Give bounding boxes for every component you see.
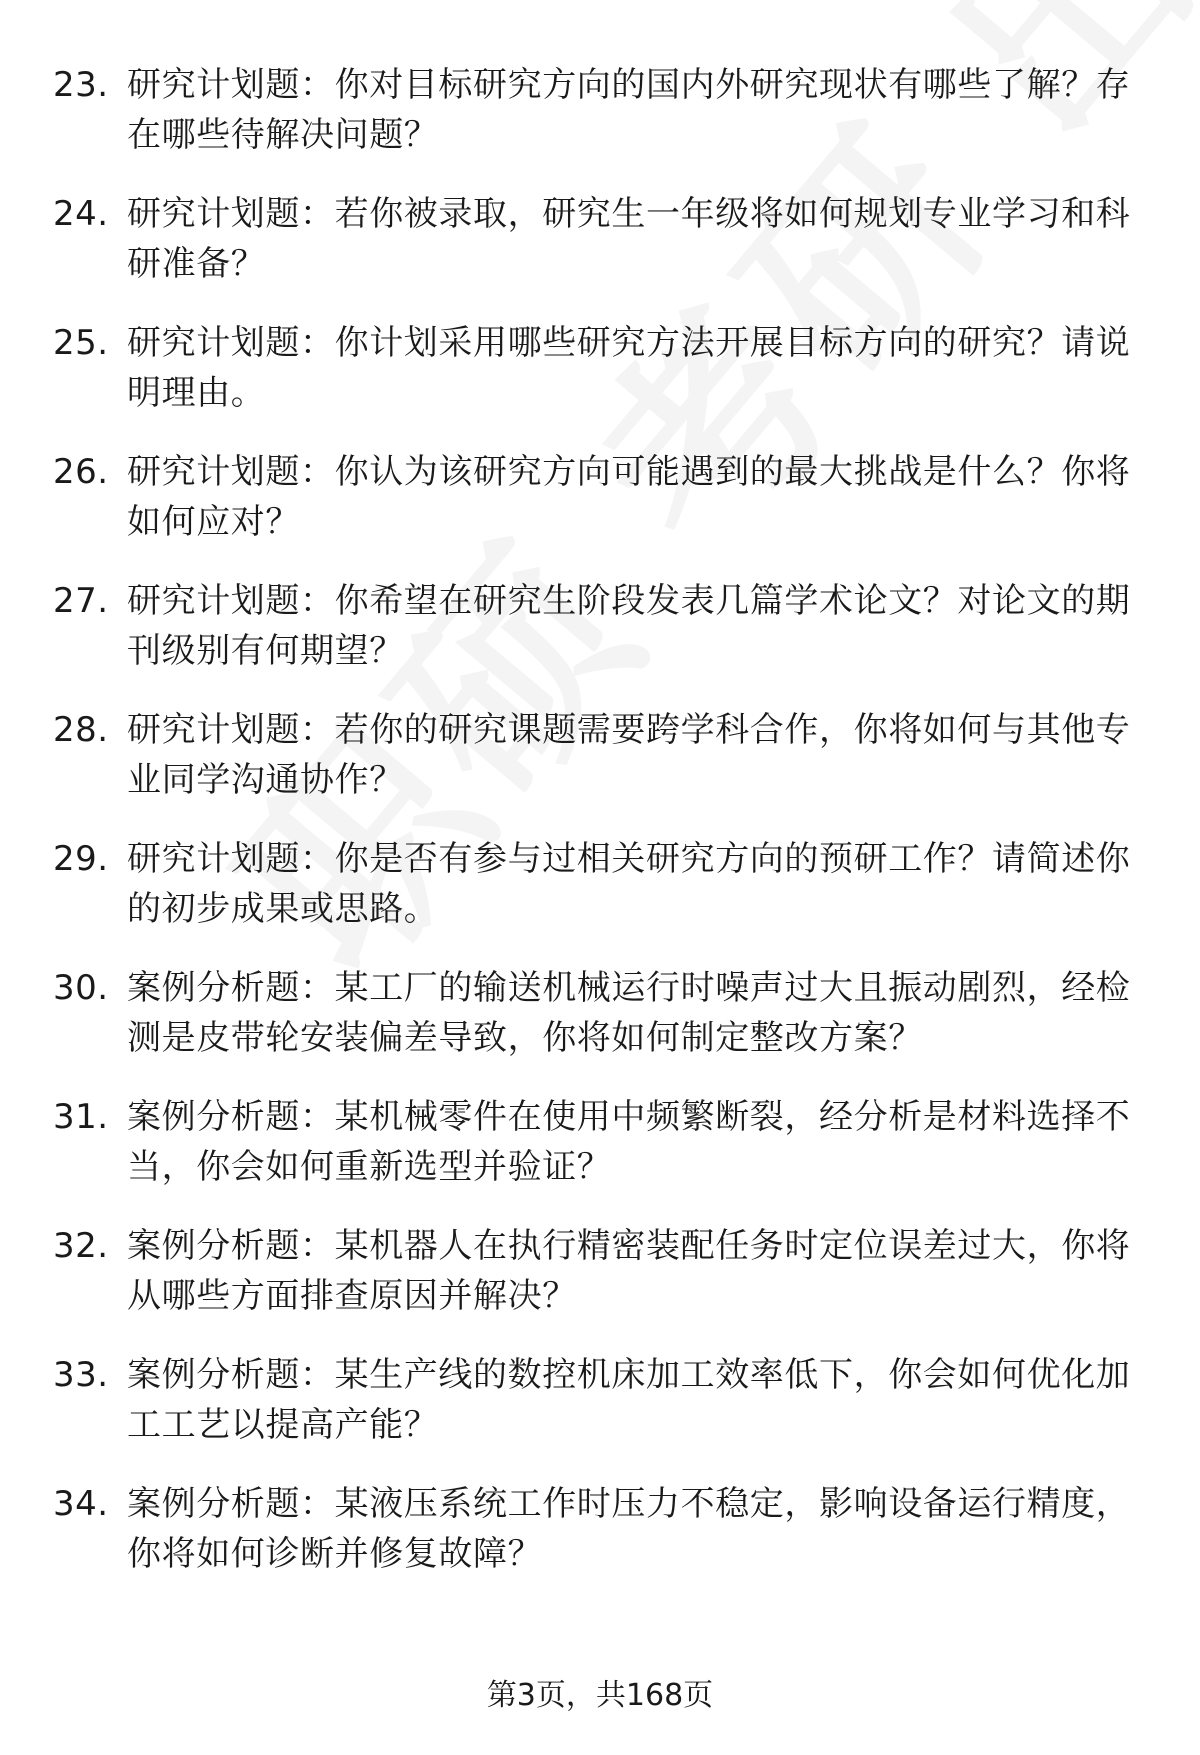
- question-number: 28.: [53, 710, 109, 750]
- question-number: 26.: [53, 452, 109, 492]
- question-text: 案例分析题：某液压系统工作时压力不稳定，影响设备运行精度，你将如何诊断并修复故障？: [127, 1484, 1131, 1574]
- question-item: [0, 189, 1200, 318]
- question-number: 29.: [53, 839, 109, 879]
- question-text: 案例分析题：某机械零件在使用中频繁断裂，经分析是材料选择不当，你会如何重新选型并验证？: [127, 1097, 1131, 1187]
- question-item: [0, 60, 1200, 189]
- question-list: [0, 60, 1200, 1608]
- question-number: 30.: [53, 968, 109, 1008]
- question-item: [0, 705, 1200, 834]
- question-number: 32.: [53, 1226, 109, 1266]
- question-item: [0, 1221, 1200, 1350]
- question-text: 研究计划题：你认为该研究方向可能遇到的最大挑战是什么？你将如何应对？: [127, 452, 1131, 542]
- question-number: 34.: [53, 1484, 109, 1524]
- question-number: 24.: [53, 194, 109, 234]
- question-text: 案例分析题：某机器人在执行精密装配任务时定位误差过大，你将从哪些方面排查原因并解决？: [127, 1226, 1131, 1316]
- question-item: [0, 1092, 1200, 1221]
- question-number: 31.: [53, 1097, 109, 1137]
- question-item: [0, 576, 1200, 705]
- question-text: 研究计划题：若你的研究课题需要跨学科合作，你将如何与其他专业同学沟通协作？: [127, 710, 1131, 800]
- question-text: 研究计划题：你对目标研究方向的国内外研究现状有哪些了解？存在哪些待解决问题？: [127, 65, 1131, 155]
- question-number: 27.: [53, 581, 109, 621]
- question-item: [0, 1479, 1200, 1608]
- question-number: 33.: [53, 1355, 109, 1395]
- question-text: 研究计划题：你是否有参与过相关研究方向的预研工作？请简述你的初步成果或思路。: [127, 839, 1131, 929]
- question-item: [0, 1350, 1200, 1479]
- question-number: 25.: [53, 323, 109, 363]
- question-text: 案例分析题：某工厂的输送机械运行时噪声过大且振动剧烈，经检测是皮带轮安装偏差导致，你将如何制定整改方案？: [127, 968, 1131, 1058]
- question-item: [0, 318, 1200, 447]
- question-text: 案例分析题：某生产线的数控机床加工效率低下，你会如何优化加工工艺以提高产能？: [127, 1355, 1131, 1445]
- question-item: [0, 963, 1200, 1092]
- question-number: 23.: [53, 65, 109, 105]
- question-text: 研究计划题：你计划采用哪些研究方法开展目标方向的研究？请说明理由。: [127, 323, 1131, 413]
- question-text: 研究计划题：若你被录取，研究生一年级将如何规划专业学习和科研准备？: [127, 194, 1131, 284]
- question-text: 研究计划题：你希望在研究生阶段发表几篇学术论文？对论文的期刊级别有何期望？: [127, 581, 1131, 671]
- question-item: [0, 447, 1200, 576]
- page-number-footer: 第3页，共168页: [486, 1678, 714, 1713]
- question-item: [0, 834, 1200, 963]
